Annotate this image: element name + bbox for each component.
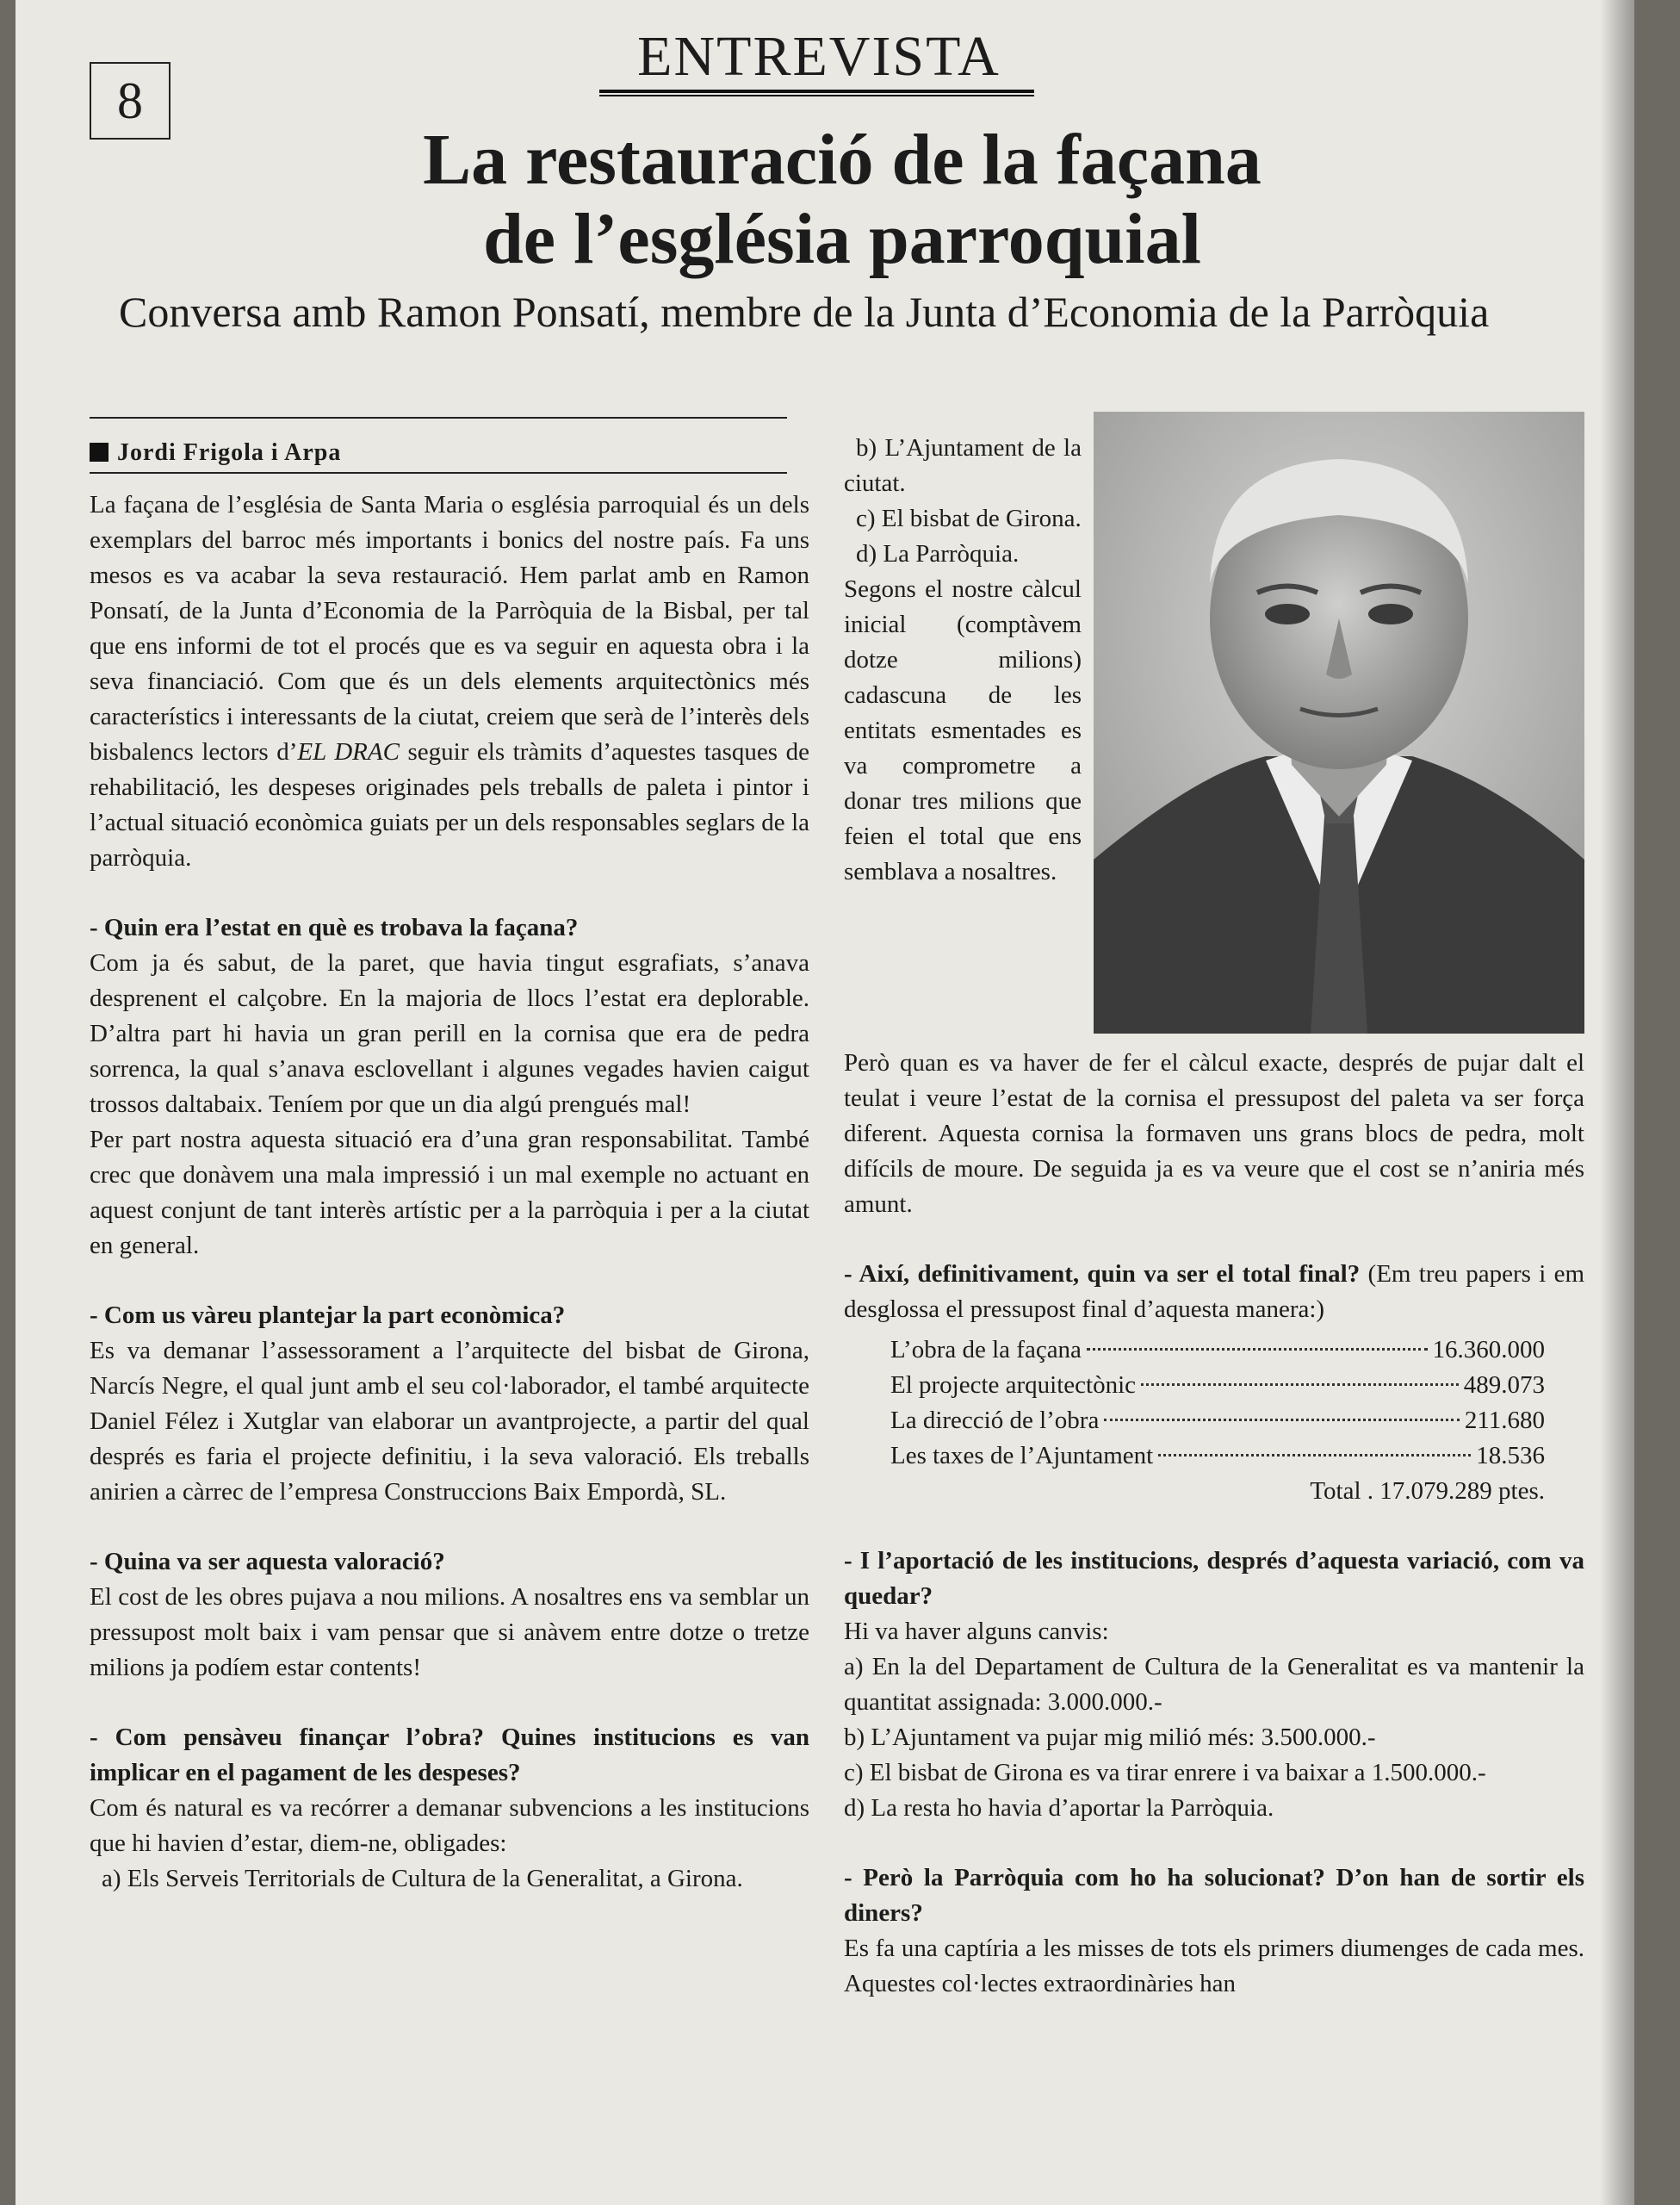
question-5: - Així, definitivament, quin va ser el total final? bbox=[844, 1260, 1361, 1288]
question-6: - I l’aportació de les institucions, després d’aquesta variació, com va quedar? bbox=[844, 1547, 1584, 1610]
budget-label: L’obra de la façana bbox=[890, 1336, 1082, 1363]
budget-total: Total . 17.079.289 ptes. bbox=[1310, 1477, 1545, 1505]
question-7: - Però la Parròquia com ho ha solucionat? D’on han de sortir els diners? bbox=[844, 1864, 1584, 1927]
budget-row bbox=[890, 1332, 1545, 1368]
magazine-name: EL DRAC bbox=[297, 738, 400, 766]
budget-label: El projecte arquitectònic bbox=[890, 1371, 1137, 1399]
section-title-rule bbox=[599, 90, 1034, 96]
answer-4: Com és natural es va recórrer a demanar subvencions a les institucions que hi havien d’estar, diem-ne, obligades: bbox=[90, 1794, 809, 1857]
author-name: Jordi Frigola i Arpa bbox=[117, 439, 342, 466]
answer-3: El cost de les obres pujava a nou milions. A nosaltres ens va semblar un pressupost molt baix i vam pensar que si anàvem entre dotze o tretze milions ja podíem estar contents! bbox=[90, 1583, 809, 1681]
budget-label: La direcció de l’obra bbox=[890, 1407, 1100, 1434]
leader-dots bbox=[1087, 1348, 1428, 1351]
answer-4-item-a: a) Els Serveis Territorials de Cultura de la Generalitat, a Girona. bbox=[102, 1865, 743, 1892]
answer-1-paragraph-2: Per part nostra aquesta situació era d’una gran responsabilitat. També crec que donàvem una mala impressió i un mal exemple no actuant en aquest conjunt de tant interès artístic per a la parròquia i per a la ciutat en general. bbox=[90, 1126, 809, 1259]
answer-7: Es fa una captíria a les misses de tots els primers diumenges de cada mes. Aquestes col·lectes extraordinàries han bbox=[844, 1935, 1584, 1997]
page-number: 8 bbox=[90, 62, 170, 140]
answer-4-continued: Segons el nostre càlcul inicial (comptàvem dotze milions) cadascuna de les entitats esmentades es va comprometre a donar tres milions que feien el total que ens semblava a nosaltres. bbox=[844, 575, 1082, 885]
byline-square-icon bbox=[90, 443, 108, 462]
column-left bbox=[90, 488, 809, 1897]
budget-row bbox=[890, 1438, 1545, 1474]
budget-row bbox=[890, 1403, 1545, 1438]
budget-label: Les taxes de l’Ajuntament bbox=[890, 1442, 1154, 1469]
answer-2: Es va demanar l’assessorament a l’arquitecte del bisbat de Girona, Narcís Negre, el qual junt amb el seu col·laborador, el també arquitecte Daniel Félez i Xutglar van elaborar un avantprojecte, a partir del qual després es faria el projecte definitiu, i la seva valoració. Els treballs anirien a càrrec de l’empresa Construccions Baix Empordà, SL. bbox=[90, 1337, 809, 1506]
leader-dots bbox=[1158, 1454, 1471, 1457]
answer-6-intro: Hi va haver alguns canvis: bbox=[844, 1618, 1109, 1645]
budget-value: 16.360.000 bbox=[1432, 1336, 1545, 1363]
byline-top-rule bbox=[90, 417, 787, 419]
article-headline bbox=[274, 121, 1410, 279]
budget-value: 489.073 bbox=[1463, 1371, 1545, 1399]
answer-6-item-c: c) El bisbat de Girona es va tirar enrere i va baixar a 1.500.000.- bbox=[844, 1759, 1486, 1786]
answer-6-item-a: a) En la del Departament de Cultura de la Generalitat es va mantenir la quantitat assignada: 3.000.000.- bbox=[844, 1653, 1584, 1716]
headline-line-1: La restauració de la façana bbox=[423, 120, 1262, 200]
answer-4-item-b: b) L’Ajuntament de la ciutat. bbox=[844, 434, 1082, 497]
byline bbox=[90, 439, 787, 474]
answer-1-paragraph-1: Com ja és sabut, de la paret, que havia tingut esgrafiats, s’anava desprenent el calçobre. En la majoria de llocs l’estat era deplorable. D’altra part hi havia un gran perill en la cornisa que era de pedra sorrenca, la qual s’anava esclovellant i algunes vegades havien caigut trossos daltabaix. Teníem por que un dia algú prengués mal! bbox=[90, 949, 809, 1118]
answer-6-item-d: d) La resta ho havia d’aportar la Parròquia. bbox=[844, 1794, 1274, 1822]
question-5-block bbox=[844, 1257, 1584, 1327]
answer-5: (Em treu papers i em desglossa el pressupost final d’aquesta manera:) bbox=[844, 1260, 1585, 1323]
leader-dots bbox=[1141, 1383, 1459, 1386]
leader-dots bbox=[1104, 1419, 1459, 1421]
section-title: ENTREVISTA bbox=[637, 25, 1001, 88]
answer-6-item-b: b) L’Ajuntament va pujar mig milió més: 3.500.000.- bbox=[844, 1724, 1376, 1751]
budget-value: 18.536 bbox=[1476, 1442, 1545, 1469]
question-1: - Quin era l’estat en què es trobava la façana? bbox=[90, 914, 579, 941]
question-3: - Quina va ser aquesta valoració? bbox=[90, 1548, 445, 1575]
budget-row bbox=[890, 1368, 1545, 1403]
column-right-narrow bbox=[844, 431, 1082, 890]
intro-text: La façana de l’església de Santa Maria o església parroquial és un dels exemplars del barroc més importants i bonics del nostre país. Fa uns mesos es va acabar la seva restauració. Hem parlat amb en Ramon Ponsatí, de la Junta d’Economia de la Parròquia de la Bisbal, per tal que ens informi de tot el procés que es va seguir en aquesta obra i la seva financiació. Com que és un dels elements arquitectònics més característics i interessants de la ciutat, creiem que serà de l’interès dels bisbalencs lectors d’ bbox=[90, 491, 809, 766]
portrait-illustration bbox=[1094, 412, 1584, 1034]
page-edge-shadow bbox=[1600, 0, 1634, 2205]
magazine-page bbox=[15, 0, 1634, 2205]
answer-4-paragraph-2: Però quan es va haver de fer el càlcul exacte, després de pujar dalt el teulat i veure l’estat de la cornisa el pressupost del paleta va ser força diferent. Aquesta cornisa la formaven uns grans blocs de pedra, molt difícils de moure. De seguida ja es va veure que el cost se n’aniria més amunt. bbox=[844, 1049, 1584, 1218]
headline-line-2: de l’església parroquial bbox=[483, 199, 1201, 279]
budget-value: 211.680 bbox=[1464, 1407, 1545, 1434]
interviewee-portrait-photo bbox=[1094, 412, 1584, 1034]
column-right-wide bbox=[844, 1046, 1584, 2002]
intro-paragraph bbox=[90, 488, 809, 876]
answer-4-item-c: c) El bisbat de Girona. bbox=[856, 505, 1082, 532]
budget-breakdown bbox=[890, 1332, 1545, 1509]
question-2: - Com us vàreu plantejar la part econòmica? bbox=[90, 1301, 566, 1329]
question-4: - Com pensàveu finançar l’obra? Quines institucions es van implicar en el pagament de les despeses? bbox=[90, 1724, 809, 1786]
answer-4-item-d: d) La Parròquia. bbox=[856, 540, 1020, 568]
article-subtitle: Conversa amb Ramon Ponsatí, membre de la Junta d’Economia de la Parròquia bbox=[119, 288, 1490, 336]
intro-text-end: seguir els tràmits d’aquestes tasques de rehabilitació, les despeses originades pels treballs de paleta i pintor i l’actual situació econòmica guiats per un dels responsables seglars de la parròquia. bbox=[90, 738, 809, 872]
